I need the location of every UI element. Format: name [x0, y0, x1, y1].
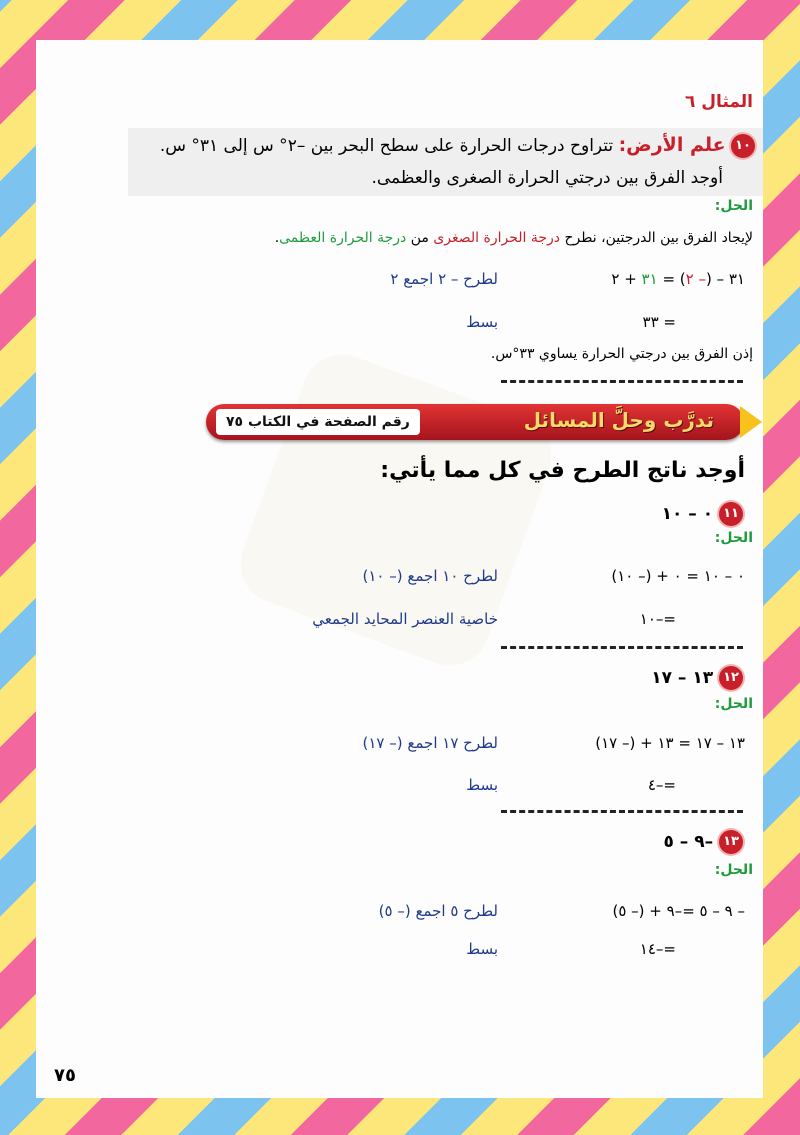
exercise-heading: أوجد ناتج الطرح في كل مما يأتي: [380, 458, 745, 483]
divider [501, 810, 743, 813]
example-problem-line1 [160, 134, 755, 158]
problem-step2: =–١٠ [639, 610, 676, 628]
problem-step2-reason: خاصية العنصر المحايد الجمعي [312, 610, 498, 628]
problem-number-badge: ١١ [719, 502, 743, 526]
problem-11 [662, 502, 743, 526]
problem-expression: ١٣ – ١٧ [651, 668, 714, 688]
explain-pre: لإيجاد الفرق بين الدرجتين، نطرح [564, 230, 753, 246]
example-title: المثال ٦ [685, 92, 753, 112]
example-step1 [611, 270, 745, 288]
problem-step2-reason: بسط [466, 776, 498, 794]
step1-c: ) = [657, 270, 686, 288]
step1-e: + ٢ [611, 270, 642, 288]
problem-solution-label: الحل: [714, 696, 753, 712]
problem-12 [651, 666, 743, 690]
problem-number-badge: ١٣ [719, 830, 743, 854]
problem-step2-reason: بسط [466, 940, 498, 958]
divider [501, 380, 743, 383]
practice-banner [206, 404, 744, 440]
problem-number-badge: ١٢ [719, 666, 743, 690]
page-number: ٧٥ [54, 1065, 76, 1086]
example-solution-label: الحل: [714, 198, 753, 214]
example-step2: = ٣٣ [642, 313, 676, 331]
problem-step2: =–١٤ [639, 940, 676, 958]
problem-step1: ١٣ – ١٧ = ١٣ + (– ١٧) [595, 734, 745, 752]
divider [501, 646, 743, 649]
problem-step1-reason: لطرح ١٠ اجمع (– ١٠) [362, 567, 498, 585]
explain-end: . [274, 230, 280, 246]
problem-step1: – ٩ – ٥ =–٩ + (– ٥) [612, 902, 745, 920]
step1-d: ٣١ [641, 270, 658, 288]
example-number-badge: ١٠ [731, 134, 755, 158]
problem-solution-label: الحل: [714, 862, 753, 878]
banner-arrow-icon [740, 406, 762, 438]
problem-step1: ٠ – ١٠ = ٠ + (– ١٠) [611, 567, 745, 585]
problem-expression: ٠ – ١٠ [661, 504, 714, 524]
example-explanation [275, 230, 753, 246]
problem-solution-label: الحل: [714, 530, 753, 546]
banner-page-ref: رقم الصفحة في الكتاب ٧٥ [216, 409, 420, 435]
problem-13 [663, 830, 743, 854]
step1-b: – ٢ [685, 270, 706, 288]
banner-title: تدرَّب وحلَّ المسائل [523, 408, 714, 432]
example-conclusion: إذن الفرق بين درجتي الحرارة يساوي ٣٣°س. [490, 346, 753, 362]
problem-step2: =–٤ [647, 776, 676, 794]
step1-a: ٣١ – ( [705, 270, 745, 288]
explain-max: درجة الحرارة العظمى [279, 230, 407, 246]
example-step2-reason: بسط [466, 313, 498, 331]
explain-min: درجة الحرارة الصغرى [433, 230, 561, 246]
problem-step1-reason: لطرح ١٧ اجمع (– ١٧) [362, 734, 498, 752]
example-step1-reason: لطرح – ٢ اجمع ٢ [390, 270, 498, 288]
example-statement-2: أوجد الفرق بين درجتي الحرارة الصغرى والعظمى. [371, 168, 723, 188]
problem-expression: –٩ – ٥ [663, 832, 714, 852]
explain-mid: من [410, 230, 429, 246]
problem-step1-reason: لطرح ٥ اجمع (– ٥) [378, 902, 498, 920]
example-statement-1: تتراوح درجات الحرارة على سطح البحر بين –٢° س إلى ٣١° س. [159, 136, 614, 156]
page [36, 40, 763, 1098]
example-topic: علم الأرض: [618, 134, 726, 156]
